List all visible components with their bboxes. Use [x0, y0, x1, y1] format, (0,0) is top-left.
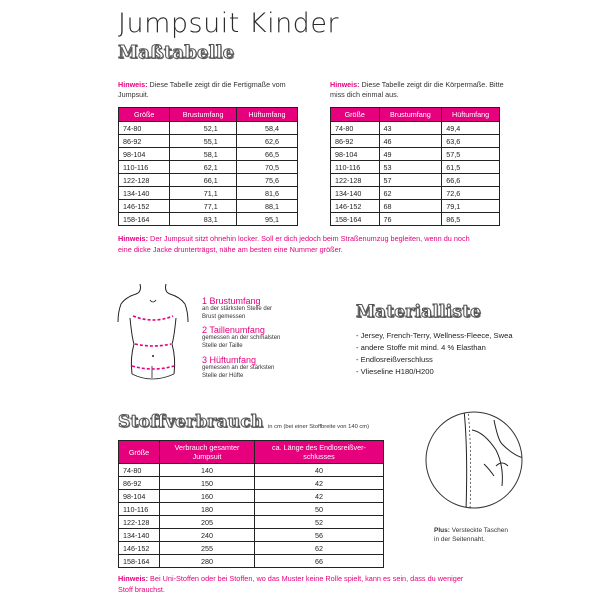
measurement-3-label: 3 Hüftumfang — [202, 355, 257, 365]
right-note-text: Diese Tabelle zeigt dir die Körpermaße. Bitte miss dich einmal aus. — [330, 80, 504, 99]
size-note-label: Hinweis: — [118, 234, 149, 243]
cell: 240 — [160, 529, 255, 542]
table-row — [119, 503, 384, 516]
header-hip: Hüftumfang — [236, 108, 297, 122]
cell: 75,6 — [236, 174, 297, 187]
cell: 50 — [255, 503, 384, 516]
cell: 74-80 — [119, 464, 160, 477]
cell: 62,1 — [170, 161, 236, 174]
cell: 98-104 — [119, 490, 160, 503]
cell: 49 — [379, 148, 442, 161]
masstabelle-heading: Maßtabelle — [118, 42, 235, 63]
table-row — [119, 187, 298, 200]
cell: 74-80 — [331, 122, 380, 135]
cell: 88,1 — [236, 200, 297, 213]
table-row — [119, 464, 384, 477]
page-title: Jumpsuit Kinder — [118, 8, 340, 39]
table-row — [119, 542, 384, 555]
cell: 158-164 — [119, 213, 170, 226]
header-size: Größe — [331, 108, 380, 122]
left-note-text: Diese Tabelle zeigt dir die Fertigmaße vom Jumpsuit. — [118, 80, 286, 99]
table-row — [331, 122, 500, 135]
stoffverbrauch-heading: Stoffverbrauch — [118, 412, 264, 432]
materialliste-heading: Materialliste — [356, 302, 482, 322]
table-row — [119, 200, 298, 213]
cell: 110-116 — [331, 161, 380, 174]
measurement-2 — [202, 325, 322, 350]
cell: 110-116 — [119, 161, 170, 174]
pocket-caption — [434, 526, 514, 544]
cell: 180 — [160, 503, 255, 516]
cell: 146-152 — [119, 200, 170, 213]
cell: 98-104 — [119, 148, 170, 161]
cell: 46 — [379, 135, 442, 148]
table-row — [119, 161, 298, 174]
table-row — [119, 174, 298, 187]
cell: 52 — [255, 516, 384, 529]
material-list — [356, 330, 526, 378]
header-usage: Verbrauch gesamter Jumpsuit — [160, 441, 255, 464]
cell: 62 — [255, 542, 384, 555]
cell: 57 — [379, 174, 442, 187]
table-row — [119, 213, 298, 226]
fabric-note-label: Hinweis: — [118, 574, 149, 583]
fabric-usage-table — [118, 440, 384, 568]
fabric-note-text: Bei Uni-Stoffen oder bei Stoffen, wo das Muster keine Rolle spielt, kann es sein, dass du weniger Stoff brauchst. — [118, 574, 464, 594]
measurement-3-desc: gemessen an der stärksten Stelle der Hüfte — [202, 365, 275, 379]
cell: 122-128 — [119, 174, 170, 187]
cell: 66 — [255, 555, 384, 568]
hidden-pocket-illustration — [424, 410, 524, 510]
table-row — [331, 148, 500, 161]
cell: 122-128 — [119, 516, 160, 529]
cell: 146-152 — [331, 200, 380, 213]
finished-measurements-table — [118, 107, 298, 226]
measurement-1 — [202, 296, 322, 321]
table-row — [119, 135, 298, 148]
fabric-note — [118, 573, 478, 595]
cell: 72,6 — [442, 187, 500, 200]
cell: 86-92 — [119, 477, 160, 490]
left-note-label: Hinweis: — [118, 80, 148, 89]
table-row — [331, 135, 500, 148]
cell: 57,5 — [442, 148, 500, 161]
header-zipper-length: ca. Länge des Endlosreißver-schlusses — [255, 441, 384, 464]
cell: 66,5 — [236, 148, 297, 161]
cell: 42 — [255, 490, 384, 503]
cell: 71,1 — [170, 187, 236, 200]
list-item: - Endlosreißverschluss — [356, 355, 433, 364]
cell: 98-104 — [331, 148, 380, 161]
cell: 146-152 — [119, 542, 160, 555]
cell: 134-140 — [119, 529, 160, 542]
measurement-3 — [202, 355, 322, 380]
cell: 95,1 — [236, 213, 297, 226]
cell: 86,5 — [442, 213, 500, 226]
list-item: - Jersey, French-Terry, Wellness-Fleece, Swea — [356, 331, 513, 340]
table-row — [119, 477, 384, 490]
cell: 62 — [379, 187, 442, 200]
list-item: - Vlieseline H180/H200 — [356, 367, 434, 376]
table-row — [119, 516, 384, 529]
table-row — [119, 148, 298, 161]
cell: 62,6 — [236, 135, 297, 148]
body-figure-illustration — [112, 278, 194, 390]
cell: 255 — [160, 542, 255, 555]
cell: 49,4 — [442, 122, 500, 135]
measurement-1-label: 1 Brustumfang — [202, 296, 261, 306]
cell: 110-116 — [119, 503, 160, 516]
cell: 66,1 — [170, 174, 236, 187]
header-size: Größe — [119, 441, 160, 464]
cell: 79,1 — [442, 200, 500, 213]
cell: 43 — [379, 122, 442, 135]
table-row — [119, 122, 298, 135]
header-hip: Hüftumfang — [442, 108, 500, 122]
cell: 205 — [160, 516, 255, 529]
stoffverbrauch-subheading: in cm (bei einer Stoffbreite von 140 cm) — [268, 424, 370, 430]
cell: 40 — [255, 464, 384, 477]
cell: 77,1 — [170, 200, 236, 213]
cell: 81,6 — [236, 187, 297, 200]
cell: 134-140 — [119, 187, 170, 200]
table-row — [119, 529, 384, 542]
table-row — [119, 490, 384, 503]
cell: 42 — [255, 477, 384, 490]
size-note-text: Der Jumpsuit sitzt ohnehin locker. Soll er dich jedoch beim Straßenumzug begleiten, wenn du noch eine dicke Jacke drunterträgst, nähe am besten eine Nummer größer. — [118, 234, 470, 254]
header-chest: Brustumfang — [170, 108, 236, 122]
right-note-label: Hinweis: — [330, 80, 360, 89]
cell: 70,5 — [236, 161, 297, 174]
table-row — [331, 187, 500, 200]
measurement-2-desc: gemessen an der schmalsten Stelle der Taille — [202, 335, 281, 349]
header-chest: Brustumfang — [379, 108, 442, 122]
body-measurements-table — [330, 107, 500, 226]
cell: 55,1 — [170, 135, 236, 148]
cell: 158-164 — [331, 213, 380, 226]
cell: 150 — [160, 477, 255, 490]
table-header-row — [119, 441, 384, 464]
cell: 58,4 — [236, 122, 297, 135]
cell: 280 — [160, 555, 255, 568]
cell: 61,5 — [442, 161, 500, 174]
list-item: - andere Stoffe mit mind. 4 % Elasthan — [356, 343, 486, 352]
table-row — [331, 161, 500, 174]
cell: 52,1 — [170, 122, 236, 135]
cell: 56 — [255, 529, 384, 542]
cell: 58,1 — [170, 148, 236, 161]
table-row — [119, 555, 384, 568]
cell: 160 — [160, 490, 255, 503]
cell: 86-92 — [119, 135, 170, 148]
measurement-1-desc: an der stärksten Stelle der Brust gemessen — [202, 306, 273, 320]
cell: 140 — [160, 464, 255, 477]
cell: 68 — [379, 200, 442, 213]
table-row — [331, 213, 500, 226]
table-header-row — [119, 108, 298, 122]
cell: 158-164 — [119, 555, 160, 568]
cell: 63,6 — [442, 135, 500, 148]
left-table-note — [118, 80, 318, 100]
cell: 86-92 — [331, 135, 380, 148]
size-advice-note — [118, 233, 478, 255]
table-row — [331, 174, 500, 187]
cell: 76 — [379, 213, 442, 226]
cell: 53 — [379, 161, 442, 174]
pocket-label: Plus: — [434, 527, 450, 534]
measurement-2-label: 2 Taillenumfang — [202, 325, 265, 335]
cell: 83,1 — [170, 213, 236, 226]
table-header-row — [331, 108, 500, 122]
right-table-note — [330, 80, 520, 100]
cell: 122-128 — [331, 174, 380, 187]
pocket-text: Versteckte Taschen in der Seitennaht. — [434, 527, 508, 543]
table-row — [331, 200, 500, 213]
cell: 74-80 — [119, 122, 170, 135]
header-size: Größe — [119, 108, 170, 122]
cell: 134-140 — [331, 187, 380, 200]
cell: 66,6 — [442, 174, 500, 187]
